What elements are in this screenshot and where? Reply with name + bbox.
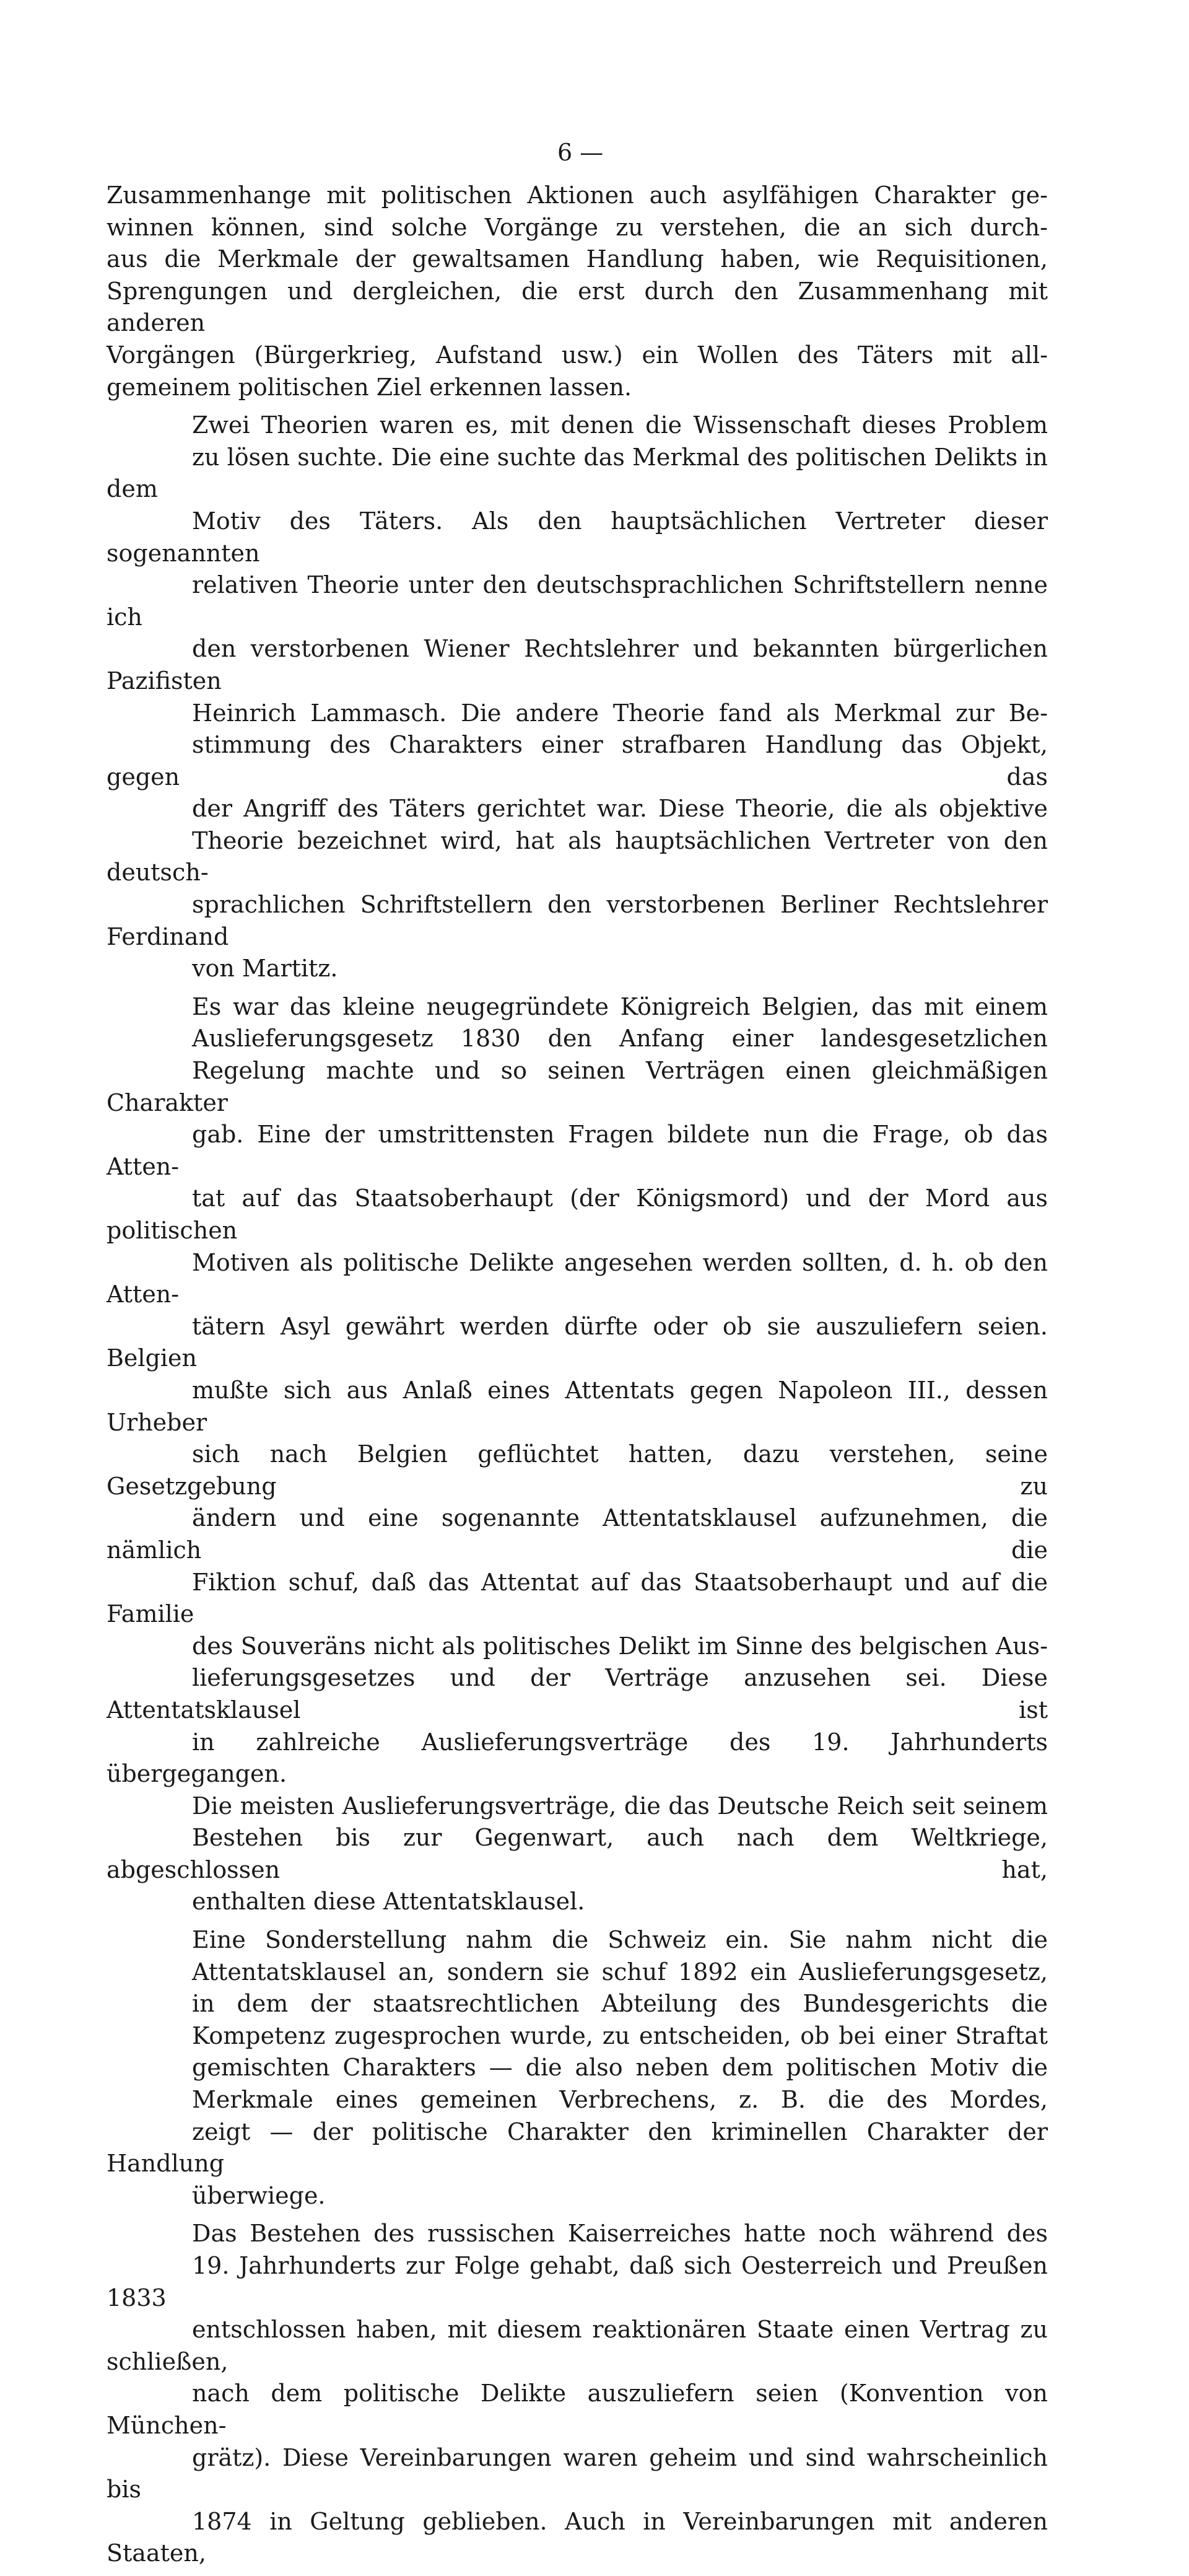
text-line: überwiege.	[192, 2181, 326, 2209]
text-line: 1874 in Geltung geblieben. Auch in Vereinbarungen mit anderen Staaten,	[107, 2507, 1048, 2567]
text-line: mußte sich aus Anlaß eines Attentats gegen Napoleon III., dessen Urheber	[107, 1376, 1048, 1436]
text-line: nach dem politische Delikte auszuliefern seien (Konvention von München-	[107, 2380, 1048, 2439]
text-line: Theorie bezeichnet wird, hat als hauptsächlichen Vertreter von den deutsch-	[107, 826, 1048, 887]
text-line: ändern und eine sogenannte Attentatsklausel aufzunehmen, die nämlich die	[107, 1504, 1048, 1564]
text-line: des Souveräns nicht als politisches Delikt im Sinne des belgischen Aus-	[192, 1632, 1048, 1660]
text-line: Zusammenhange mit politischen Aktionen auch asylfähigen Charakter ge-	[107, 182, 1048, 209]
text-line: enthalten diese Attentatsklausel.	[192, 1888, 585, 1916]
text-line: zeigt — der politische Charakter den kriminellen Charakter der Handlung	[107, 2118, 1048, 2178]
text-line: Es war das kleine neugegründete Königreich Belgien, das mit einem	[192, 992, 1048, 1020]
text-line: in zahlreiche Auslieferungsverträge des 19. Jahrhunderts übergegangen.	[107, 1728, 1048, 1788]
text-line: grätz). Diese Vereinbarungen waren geheim und sind wahrscheinlich bis	[107, 2443, 1048, 2504]
text-line: entschlossen haben, mit diesem reaktionären Staate einen Vertrag zu schließen,	[107, 2316, 1048, 2375]
text-line: Merkmale eines gemeinen Verbrechens, z. B. die des Mordes,	[192, 2086, 1048, 2114]
text-line: Vorgängen (Bürgerkrieg, Aufstand usw.) ein Wollen des Täters mit all-	[107, 341, 1048, 369]
page-number: 6 —	[557, 139, 604, 166]
text-line: Auslieferungsgesetz 1830 den Anfang einer landesgesetzlichen	[192, 1025, 1048, 1053]
text-line: Eine Sonderstellung nahm die Schweiz ein. Sie nahm nicht die	[192, 1926, 1048, 1954]
text-line: gemischten Charakters — die also neben dem politischen Motiv die	[192, 2054, 1048, 2082]
text-line: Bestehen bis zur Gegenwart, auch nach dem Weltkriege, abgeschlossen hat,	[107, 1824, 1048, 1883]
text-line: zu lösen suchte. Die eine suchte das Merkmal des politischen Delikts in dem	[107, 443, 1048, 503]
text-line: sprachlichen Schriftstellern den verstorbenen Berliner Rechtslehrer Ferdinand	[107, 891, 1048, 950]
text-line: Attentatsklausel an, sondern sie schuf 1892 ein Auslieferungsgesetz,	[192, 1958, 1048, 1986]
text-line: lieferungsgesetzes und der Verträge anzusehen sei. Diese Attentatsklausel ist	[107, 1664, 1048, 1724]
text-line: von Martitz.	[192, 955, 338, 983]
paragraph	[107, 180, 1048, 403]
text-line: tätern Asyl gewährt werden dürfte oder ob sie auszuliefern seien. Belgien	[107, 1312, 1048, 1372]
paragraph	[107, 410, 1048, 985]
text-line: Sprengungen und dergleichen, die erst durch den Zusammenhang mit anderen	[107, 277, 1048, 337]
text-line: Fiktion schuf, daß das Attentat auf das Staatsoberhaupt und auf die Familie	[107, 1568, 1048, 1628]
paragraph	[107, 991, 1048, 1918]
text-line: sich nach Belgien geflüchtet hatten, dazu verstehen, seine Gesetzgebung zu	[107, 1440, 1048, 1500]
text-line: tat auf das Staatsoberhaupt (der Königsmord) und der Mord aus politischen	[107, 1185, 1048, 1244]
text-line: gab. Eine der umstrittensten Fragen bildete nun die Frage, ob das Atten-	[107, 1121, 1048, 1180]
text-line: Motiv des Täters. Als den hauptsächlichen Vertreter dieser sogenannten	[107, 507, 1048, 567]
text-line: gemeinem politischen Ziel erkennen lassen.	[107, 373, 632, 401]
text-line: Kompetenz zugesprochen wurde, zu entscheiden, ob bei einer Straftat	[192, 2022, 1048, 2049]
text-line: Zwei Theorien waren es, mit denen die Wissenschaft dieses Problem	[192, 411, 1048, 439]
text-line: stimmung des Charakters einer strafbaren Handlung das Objekt, gegen das	[107, 731, 1048, 791]
text-line: 19. Jahrhunderts zur Folge gehabt, daß sich Oesterreich und Preußen 1833	[107, 2252, 1048, 2311]
text-line: Das Bestehen des russischen Kaiserreiches hatte noch während des	[192, 2220, 1048, 2248]
text-line: den verstorbenen Wiener Rechtslehrer und bekannten bürgerlichen Pazifisten	[107, 635, 1048, 694]
body-text	[107, 180, 1048, 2576]
text-line: Regelung machte und so seinen Verträgen einen gleichmäßigen Charakter	[107, 1057, 1048, 1116]
text-line: Motiven als politische Delikte angesehen werden sollten, d. h. ob den Atten-	[107, 1248, 1048, 1308]
text-line: relativen Theorie unter den deutschsprachlichen Schriftstellern nenne ich	[107, 571, 1048, 631]
text-line: aus die Merkmale der gewaltsamen Handlung haben, wie Requisitionen,	[107, 245, 1048, 273]
paragraph	[107, 1924, 1048, 2212]
text-line: Die meisten Auslieferungsverträge, die das Deutsche Reich seit seinem	[192, 1792, 1048, 1820]
text-line: der Angriff des Täters gerichtet war. Diese Theorie, die als objektive	[192, 795, 1048, 823]
paragraph	[107, 2218, 1048, 2570]
text-line: winnen können, sind solche Vorgänge zu verstehen, die an sich durch-	[107, 213, 1048, 241]
text-line: in dem der staatsrechtlichen Abteilung des Bundesgerichts die	[192, 1990, 1048, 2018]
text-line: Heinrich Lammasch. Die andere Theorie fand als Merkmal zur Be-	[192, 699, 1048, 727]
